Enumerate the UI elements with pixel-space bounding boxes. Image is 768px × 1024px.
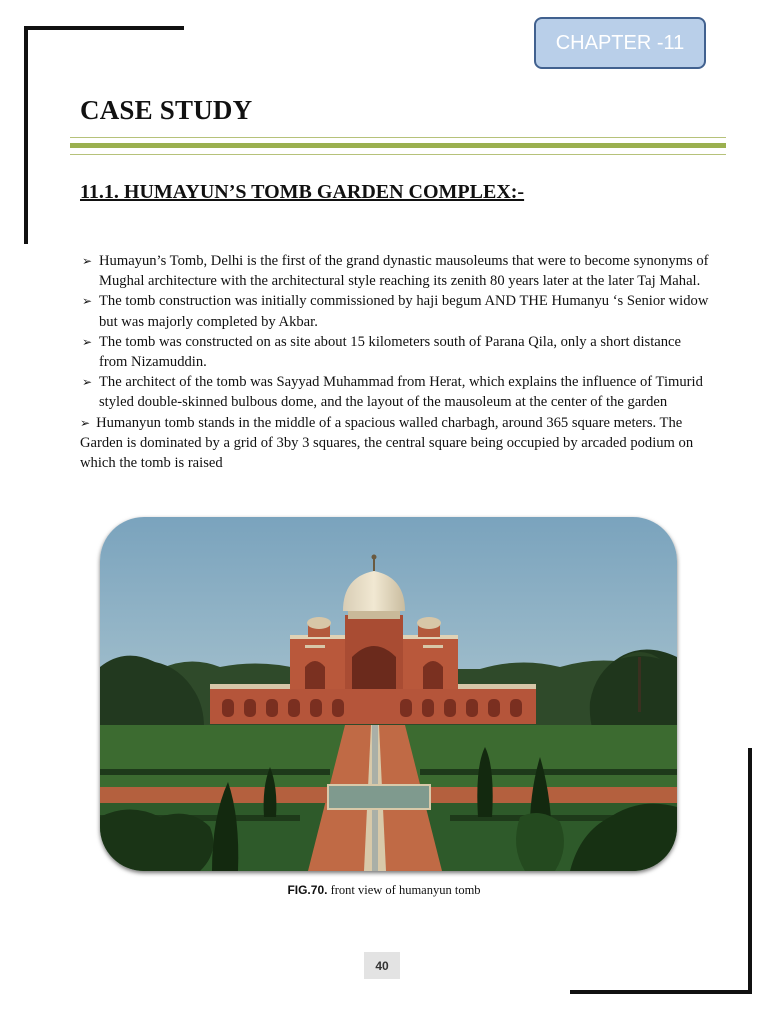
corner-frame-top-left-horizontal [26, 26, 184, 30]
corner-frame-bottom-right-vertical [748, 748, 752, 994]
title-rule-bottom [70, 154, 726, 155]
bullet-item [80, 332, 710, 372]
bullet-arrow-icon: ➢ [82, 334, 93, 349]
bullet-text: Humanyun tomb stands in the middle of a spacious walled charbagh, around 365 square meters. The Garden is dominated by a grid of 3by 3 squares, the central square being occupied by arcaded podium on which the tomb is raised [80, 414, 694, 472]
figure-label: FIG.70. [287, 883, 328, 897]
title-rule-top [70, 137, 726, 138]
figure-caption [0, 883, 768, 898]
bullet-text: The tomb was constructed on as site about 15 kilometers south of Parana Qila, only a short distance from Nizamuddin. [99, 333, 681, 371]
bullet-text: The tomb construction was initially commissioned by haji begum AND THE Humanyu ‘s Senior widow but was majorly completed by Akbar. [99, 293, 709, 330]
page-title: CASE STUDY [80, 95, 253, 125]
page-number: 40 [364, 952, 400, 979]
bullet-text: Humayun’s Tomb, Delhi is the first of the grand dynastic mausoleums that were to become synonyms of Mughal architecture with the architectural style reaching its zenith 80 years later at the later Taj Mahal. [99, 253, 709, 290]
bullet-text: The architect of the tomb was Sayyad Muhammad from Herat, which explains the influence of Timurid styled double-skinned bulbous dome, and the layout of the mausoleum at the center of the garden [99, 374, 703, 411]
tomb-photo [100, 517, 677, 871]
corner-frame-top-left-vertical [24, 26, 28, 244]
bullet-item [80, 251, 710, 291]
bullet-arrow-icon: ➢ [82, 375, 93, 390]
corner-frame-bottom-right-horizontal [570, 990, 752, 994]
bullet-item [80, 413, 710, 474]
bullet-arrow-icon: ➢ [82, 254, 93, 268]
title-rule-middle [70, 143, 726, 148]
section-heading: 11.1. HUMAYUN’S TOMB GARDEN COMPLEX:- [80, 181, 525, 203]
figure-caption-text: front view of humanyun tomb [330, 883, 481, 897]
bullet-arrow-icon: ➢ [80, 415, 91, 430]
bullet-arrow-icon: ➢ [82, 294, 93, 309]
chapter-badge: CHAPTER -11 [534, 17, 706, 69]
bullet-list [80, 251, 710, 473]
bullet-item [80, 291, 710, 331]
bullet-item [80, 372, 710, 412]
